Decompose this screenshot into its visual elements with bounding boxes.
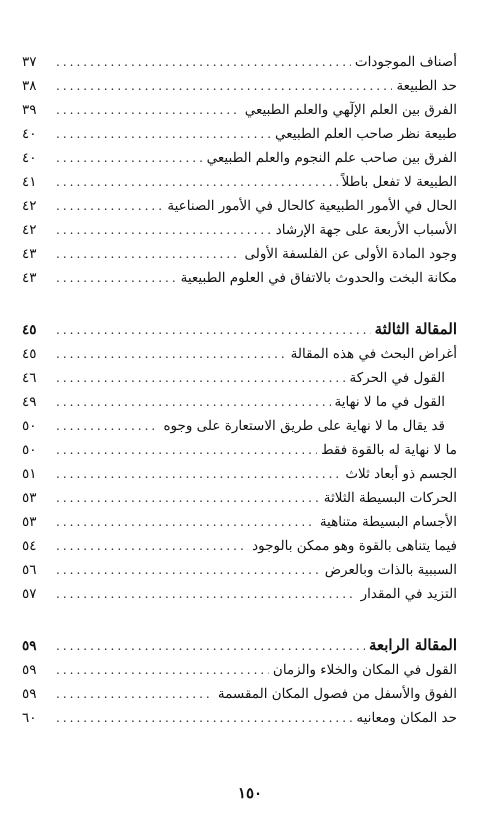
- toc-section: [22, 632, 457, 730]
- toc-entry-title: أصناف الموجودات: [354, 54, 457, 70]
- dot-leader: [56, 706, 352, 730]
- dot-leader: [56, 170, 338, 194]
- toc-heading: [22, 316, 457, 342]
- toc-entry: [22, 98, 457, 122]
- toc-heading-title: المقالة الثالثة: [374, 320, 457, 338]
- toc-page-number: ٤٣: [22, 246, 37, 262]
- toc-entry: [22, 146, 457, 170]
- toc-page-number: ٥٩: [22, 638, 37, 654]
- toc-page-number: ٥١: [22, 466, 37, 482]
- toc-entry: [22, 342, 457, 366]
- toc-page-number: ٤٠: [22, 126, 37, 142]
- toc-entry-title: وجود المادة الأولى عن الفلسفة الأولى: [244, 246, 457, 262]
- toc-page-number: ٤٢: [22, 222, 37, 238]
- dot-leader: [56, 462, 341, 486]
- dot-leader: [56, 146, 203, 170]
- toc-page-number: ٤٥: [22, 346, 37, 362]
- toc-entry-title: قد يقال ما لا نهاية على طريق الاستعارة على وجوه: [163, 418, 445, 434]
- dot-leader: [56, 534, 248, 558]
- toc-page-number: ٣٩: [22, 102, 37, 118]
- toc-page-number: ٤٩: [22, 394, 37, 410]
- toc-entry: [22, 390, 457, 414]
- toc-page-number: ٥٣: [22, 514, 37, 530]
- dot-leader: [56, 317, 371, 343]
- toc-page-number: ٦٠: [22, 710, 37, 726]
- toc-page-number: ٣٧: [22, 54, 37, 70]
- dot-leader: [56, 266, 177, 290]
- dot-leader: [56, 510, 316, 534]
- toc-entry: [22, 242, 457, 266]
- dot-leader: [56, 122, 271, 146]
- toc-page-number: ٣٨: [22, 78, 37, 94]
- toc-section: [22, 316, 457, 606]
- dot-leader: [56, 682, 214, 706]
- toc-entry: [22, 414, 457, 438]
- toc-entry-title: حد الطبيعة: [396, 78, 457, 94]
- toc-heading: [22, 632, 457, 658]
- toc-entry-title: القول في الحركة: [349, 370, 445, 386]
- dot-leader: [56, 390, 331, 414]
- toc-entry: [22, 50, 457, 74]
- toc-page-number: ٥٤: [22, 538, 37, 554]
- toc-entry: [22, 682, 457, 706]
- toc-page-number: ٥٠: [22, 442, 37, 458]
- dot-leader: [56, 438, 317, 462]
- toc-entry-title: ما لا نهاية له بالقوة فقط: [321, 442, 457, 458]
- toc-entry-title: حد المكان ومعانيه: [356, 710, 457, 726]
- toc-entry-title: الجسم ذو أبعاد ثلاث: [345, 466, 457, 482]
- toc-entry-title: الأسباب الأربعة على جهة الإرشاد: [275, 222, 457, 238]
- toc-page-number: ٤٢: [22, 198, 37, 214]
- toc-entry: [22, 194, 457, 218]
- toc-entry-title: أغراض البحث في هذه المقالة: [290, 346, 457, 362]
- toc-page-number: ٥٧: [22, 586, 37, 602]
- toc-entry: [22, 122, 457, 146]
- dot-leader: [56, 486, 320, 510]
- toc-entry: [22, 534, 457, 558]
- page-number: ١٥٠: [237, 784, 263, 802]
- dot-leader: [56, 342, 287, 366]
- dot-leader: [56, 218, 272, 242]
- dot-leader: [56, 98, 241, 122]
- toc-page-number: ٥٩: [22, 662, 37, 678]
- toc-entry-title: الحال في الأمور الطبيعية كالحال في الأمور الصناعية: [167, 198, 457, 214]
- toc-entry: [22, 74, 457, 98]
- toc-page-number: ٥٩: [22, 686, 37, 702]
- toc-entry: [22, 486, 457, 510]
- toc-page-number: ٤٣: [22, 270, 37, 286]
- toc-entry: [22, 266, 457, 290]
- toc-entry-title: الفرق بين العلم الإلٓهي والعلم الطبيعي: [244, 102, 457, 118]
- toc-entry: [22, 462, 457, 486]
- toc-heading-title: المقالة الرابعة: [368, 636, 457, 654]
- toc-page-number: ٤١: [22, 174, 37, 190]
- dot-leader: [56, 633, 365, 659]
- dot-leader: [56, 414, 159, 438]
- toc-entry-title: الفرق بين صاحب علم النجوم والعلم الطبيعي: [206, 150, 457, 166]
- dot-leader: [56, 582, 357, 606]
- toc-entry: [22, 658, 457, 682]
- table-of-contents: [22, 50, 457, 730]
- toc-entry: [22, 366, 457, 390]
- toc-entry: [22, 582, 457, 606]
- toc-page-number: ٤٦: [22, 370, 37, 386]
- toc-entry: [22, 170, 457, 194]
- toc-entry-title: السببية بالذات وبالعرض: [324, 562, 457, 578]
- toc-entry-title: القول في ما لا نهاية: [334, 394, 445, 410]
- toc-entry-title: الحركات البسيطة الثلاثة: [323, 490, 457, 506]
- toc-entry: [22, 706, 457, 730]
- toc-entry-title: الطبيعة لا تفعل باطلاً: [341, 174, 457, 190]
- dot-leader: [56, 366, 346, 390]
- toc-page-number: ٤٥: [22, 322, 37, 338]
- dot-leader: [56, 50, 351, 74]
- toc-entry-title: طبيعة نظر صاحب العلم الطبيعي: [275, 126, 457, 142]
- toc-entry-title: القول في المكان والخلاء والزمان: [272, 662, 457, 678]
- toc-page-number: ٥٦: [22, 562, 37, 578]
- toc-entry-title: مكانة البخت والحدوث بالاتفاق في العلوم الطبيعية: [180, 270, 457, 286]
- toc-entry-title: الفوق والأسفل من فصول المكان المقسمة: [217, 686, 457, 702]
- toc-entry: [22, 558, 457, 582]
- toc-page-number: ٥٠: [22, 418, 37, 434]
- toc-entry: [22, 218, 457, 242]
- toc-entry: [22, 438, 457, 462]
- dot-leader: [56, 658, 269, 682]
- toc-page-number: ٤٠: [22, 150, 37, 166]
- dot-leader: [56, 242, 241, 266]
- dot-leader: [56, 558, 321, 582]
- toc-entry-title: فيما يتناهى بالقوة وهو ممكن بالوجود: [252, 538, 457, 554]
- toc-page-number: ٥٣: [22, 490, 37, 506]
- toc-entry-title: الأجسام البسيطة متناهية: [319, 514, 457, 530]
- toc-section: [22, 50, 457, 290]
- toc-entry-title: التزيد في المقدار: [360, 586, 457, 602]
- dot-leader: [56, 74, 392, 98]
- dot-leader: [56, 194, 163, 218]
- toc-entry: [22, 510, 457, 534]
